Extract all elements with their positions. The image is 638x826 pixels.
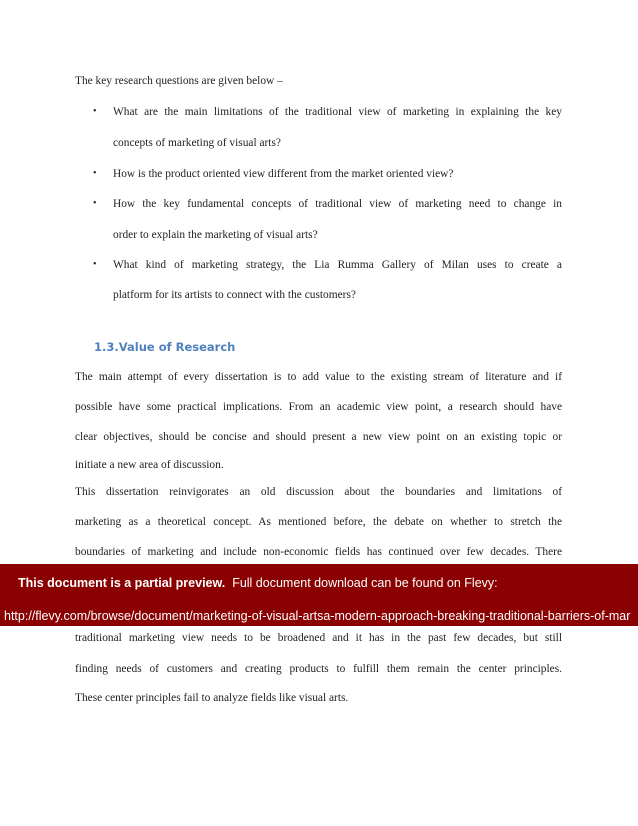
bullet-icon: • — [93, 259, 97, 270]
bullet-icon: • — [93, 198, 97, 209]
paragraph-1-line-2: possible have some practical implications. From an academic view point, a research should have — [75, 401, 562, 413]
flevy-document-link[interactable]: http://flevy.com/browse/document/marketing-of-visual-artsa-modern-approach-breaking-traditional-barriers-of-mar — [4, 609, 631, 623]
paragraph-1-line-1: The main attempt of every dissertation is to add value to the existing stream of literature and if — [75, 371, 562, 383]
paragraph-2-line-4: traditional marketing view needs to be broadened and it has in the past few decades, but still — [75, 632, 562, 644]
paragraph-1-line-4: initiate a new area of discussion. — [75, 459, 224, 471]
question-1-line-2: concepts of marketing of visual arts? — [113, 137, 281, 149]
preview-notice-text: Full document download can be found on Flevy: — [232, 576, 498, 590]
question-3-line-1: How the key fundamental concepts of traditional view of marketing need to change in — [113, 198, 562, 210]
preview-notice-bold: This document is a partial preview. — [18, 576, 226, 590]
paragraph-1-line-3: clear objectives, should be concise and should present a new view point on an existing topic or — [75, 431, 562, 443]
paragraph-2-line-1: This dissertation reinvigorates an old discussion about the boundaries and limitations of — [75, 486, 562, 498]
paragraph-2-line-5: finding needs of customers and creating products to fulfill them remain the center principles. — [75, 663, 562, 675]
paragraph-2-line-6: These center principles fail to analyze fields like visual arts. — [75, 692, 349, 704]
paragraph-2-line-3: boundaries of marketing and include non-economic fields has continued over few decades. There — [75, 546, 562, 558]
intro-text: The key research questions are given below – — [75, 75, 283, 87]
question-3-line-2: order to explain the marketing of visual arts? — [113, 229, 318, 241]
preview-banner — [0, 564, 638, 626]
bullet-icon: • — [93, 168, 97, 179]
preview-notice — [18, 575, 498, 591]
section-heading: 1.3.Value of Research — [94, 340, 236, 354]
question-4-line-1: What kind of marketing strategy, the Lia Rumma Gallery of Milan uses to create a — [113, 259, 562, 271]
bullet-icon: • — [93, 106, 97, 117]
question-2-line-1: How is the product oriented view different from the market oriented view? — [113, 168, 454, 180]
question-1-line-1: What are the main limitations of the traditional view of marketing in explaining the key — [113, 106, 562, 118]
paragraph-2-line-2: marketing as a theoretical concept. As mentioned before, the debate on whether to stretch the — [75, 516, 562, 528]
question-4-line-2: platform for its artists to connect with the customers? — [113, 289, 356, 301]
